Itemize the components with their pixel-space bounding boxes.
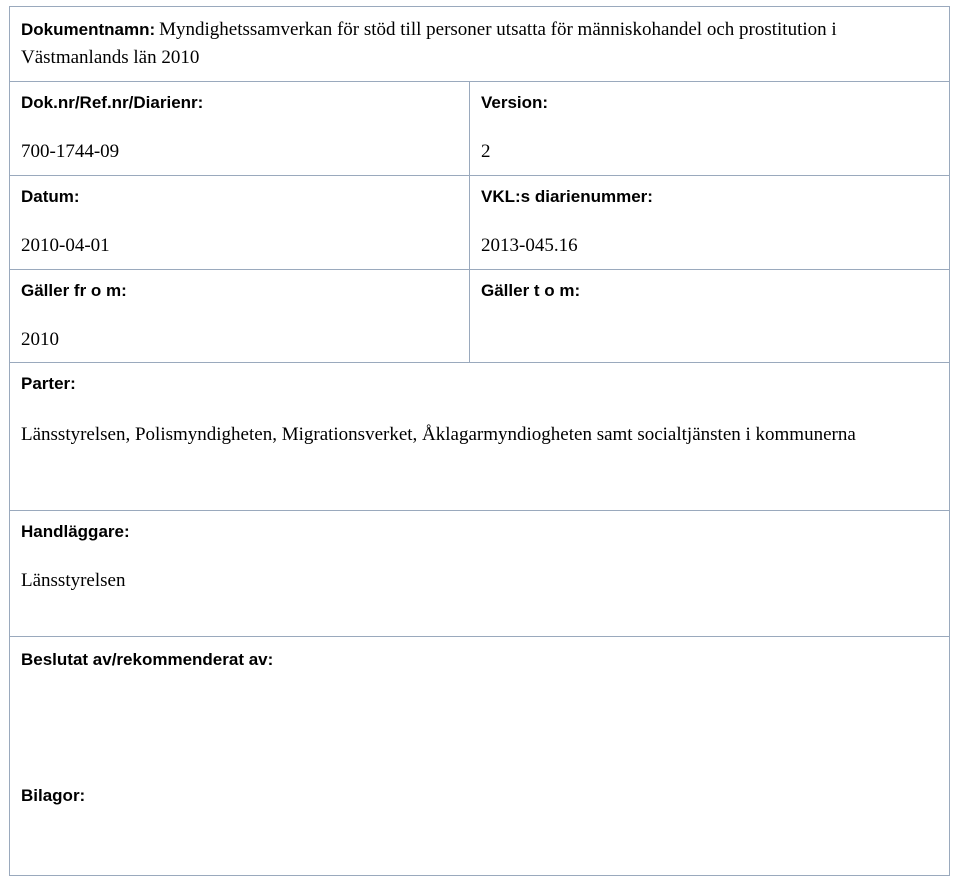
version-label: Version: [481, 93, 549, 112]
datum-label: Datum: [21, 187, 80, 206]
document-name-block [21, 16, 921, 72]
beslutat-bilagor-row [10, 637, 949, 875]
vkl-cell [470, 176, 951, 269]
parter-row [10, 363, 949, 511]
document-metadata-form [9, 6, 950, 876]
datum-value: 2010-04-01 [21, 235, 110, 256]
handlaggare-value: Länsstyrelsen [21, 570, 126, 591]
handlaggare-label: Handläggare: [21, 522, 130, 541]
vkl-diarienummer-value: 2013-045.16 [481, 235, 578, 256]
galler-tom-label: Gäller t o m: [481, 281, 581, 300]
parter-label: Parter: [21, 374, 76, 393]
bilagor-label: Bilagor: [21, 786, 86, 805]
document-name-row [10, 7, 949, 82]
galler-from-label: Gäller fr o m: [21, 281, 127, 300]
docnr-label: Dok.nr/Ref.nr/Diarienr: [21, 93, 204, 112]
version-value: 2 [481, 141, 491, 162]
galler-tom-cell [470, 270, 951, 362]
document-name-label: Dokumentnamn: [21, 20, 156, 39]
datum-cell [10, 176, 470, 269]
docnr-value: 700-1744-09 [21, 141, 120, 162]
validity-row [10, 270, 949, 363]
version-cell [470, 82, 951, 175]
handlaggare-row [10, 511, 949, 637]
parter-value: Länsstyrelsen, Polismyndigheten, Migrationsverket, Åklagarmyndiogheten samt socialtjänsten i kommunerna [21, 424, 856, 445]
docnr-version-row [10, 82, 949, 176]
vkl-diarienummer-label: VKL:s diarienummer: [481, 187, 653, 206]
document-name-value: Myndighetssamverkan för stöd till personer utsatta för människohandel och prostitution i Västmanlands län 2010 [21, 19, 837, 68]
docnr-cell [10, 82, 470, 175]
datum-vkl-row [10, 176, 949, 270]
beslutat-label: Beslutat av/rekommenderat av: [21, 650, 274, 669]
galler-from-cell [10, 270, 470, 362]
galler-from-value: 2010 [21, 329, 59, 350]
